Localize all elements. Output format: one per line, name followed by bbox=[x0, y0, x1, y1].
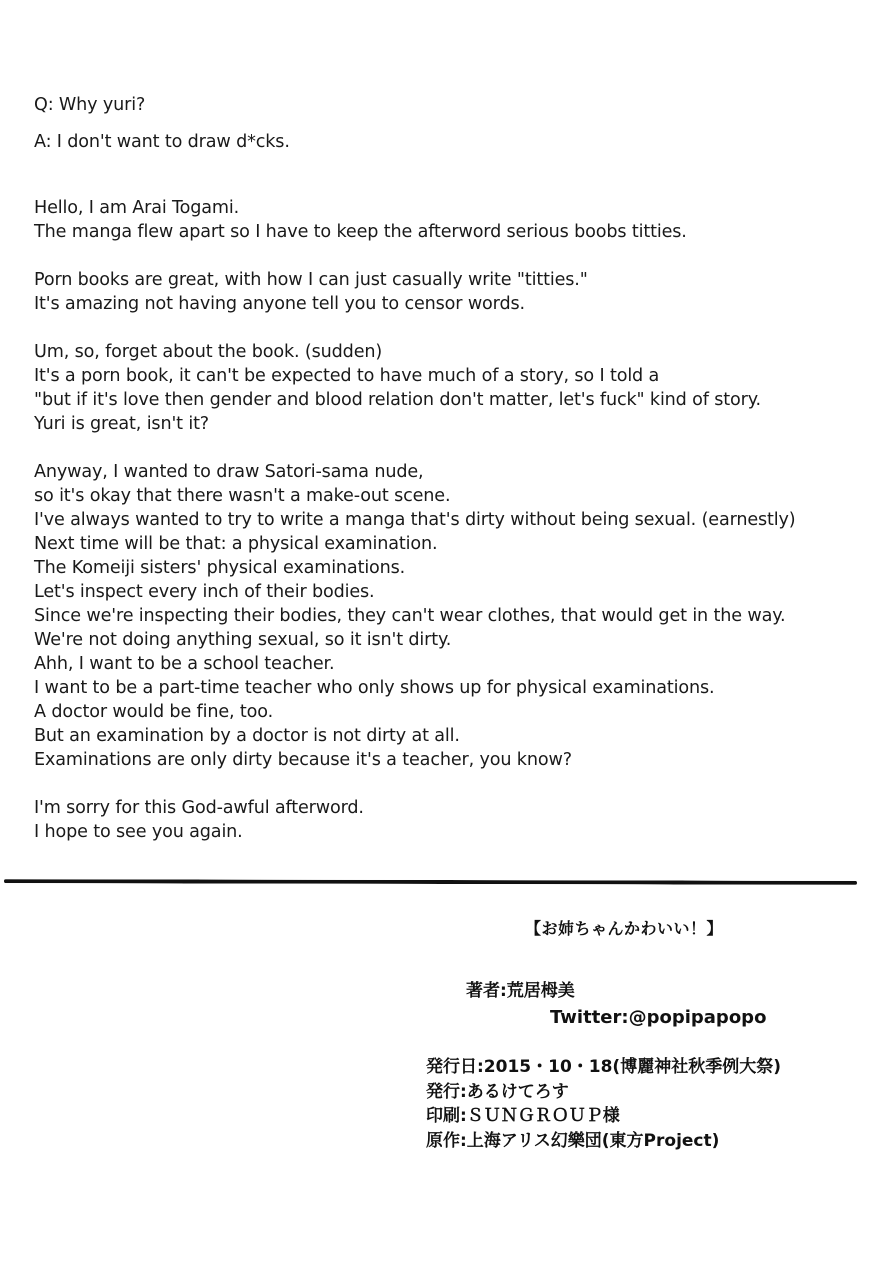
anyway-line: A doctor would be fine, too. bbox=[34, 702, 274, 722]
paragraph-gap bbox=[34, 154, 864, 196]
intro-line: The manga flew apart so I have to keep the afterword serious boobs titties. bbox=[34, 222, 687, 242]
story-line: Yuri is great, isn't it? bbox=[34, 414, 209, 434]
porn-books-line: Porn books are great, with how I can just casually write "titties." bbox=[34, 270, 588, 290]
book-title: 【お姉ちゃんかわいい！】 bbox=[525, 919, 724, 938]
anyway-line: so it's okay that there wasn't a make-out scene. bbox=[34, 486, 451, 506]
section-divider bbox=[4, 879, 857, 885]
answer-line: A: I don't want to draw d*cks. bbox=[34, 132, 290, 152]
anyway-line: We're not doing anything sexual, so it isn't dirty. bbox=[34, 630, 452, 650]
publish-date: 発行日:2015・10・18(博麗神社秋季例大祭) bbox=[426, 1057, 781, 1077]
story-line: Um, so, forget about the book. (sudden) bbox=[34, 342, 383, 362]
story-line: "but if it's love then gender and blood relation don't matter, let's fuck" kind of story. bbox=[34, 390, 761, 410]
story-line: It's a porn book, it can't be expected to have much of a story, so I told a bbox=[34, 366, 660, 386]
anyway-line: Let's inspect every inch of their bodies. bbox=[34, 582, 375, 602]
porn-books-line: It's amazing not having anyone tell you to censor words. bbox=[34, 294, 525, 314]
printer: 印刷:ＳＵＮＧＲＯＵＰ様 bbox=[426, 1106, 620, 1126]
afterword-text bbox=[34, 93, 864, 844]
paragraph-gap bbox=[34, 244, 864, 268]
intro-line: Hello, I am Arai Togami. bbox=[34, 198, 240, 218]
anyway-line: But an examination by a doctor is not dirty at all. bbox=[34, 726, 460, 746]
paragraph-gap bbox=[34, 316, 864, 340]
anyway-line: Examinations are only dirty because it's a teacher, you know? bbox=[34, 750, 572, 770]
paragraph-gap bbox=[34, 436, 864, 460]
author-credit: 著者:荒居栂美 bbox=[466, 981, 575, 1001]
twitter-handle: Twitter:@popipapopo bbox=[550, 1007, 767, 1028]
anyway-line: The Komeiji sisters' physical examinations. bbox=[34, 558, 406, 578]
publisher: 発行:あるけてろす bbox=[426, 1081, 569, 1102]
anyway-line: I want to be a part-time teacher who only shows up for physical examinations. bbox=[34, 678, 715, 698]
question-line: Q: Why yuri? bbox=[34, 95, 146, 115]
closing-line: I'm sorry for this God-awful afterword. bbox=[34, 798, 364, 818]
anyway-line: Next time will be that: a physical examination. bbox=[34, 534, 438, 554]
anyway-line: I've always wanted to try to write a manga that's dirty without being sexual. (earnestly) bbox=[34, 510, 796, 530]
paragraph-gap bbox=[34, 772, 864, 796]
anyway-line: Anyway, I wanted to draw Satori-sama nude, bbox=[34, 462, 424, 482]
original-work: 原作:上海アリス幻樂団(東方Project) bbox=[426, 1130, 720, 1151]
publication-details bbox=[426, 1055, 781, 1153]
anyway-line: Ahh, I want to be a school teacher. bbox=[34, 654, 335, 674]
closing-line: I hope to see you again. bbox=[34, 822, 243, 842]
anyway-line: Since we're inspecting their bodies, they can't wear clothes, that would get in the way. bbox=[34, 606, 786, 626]
